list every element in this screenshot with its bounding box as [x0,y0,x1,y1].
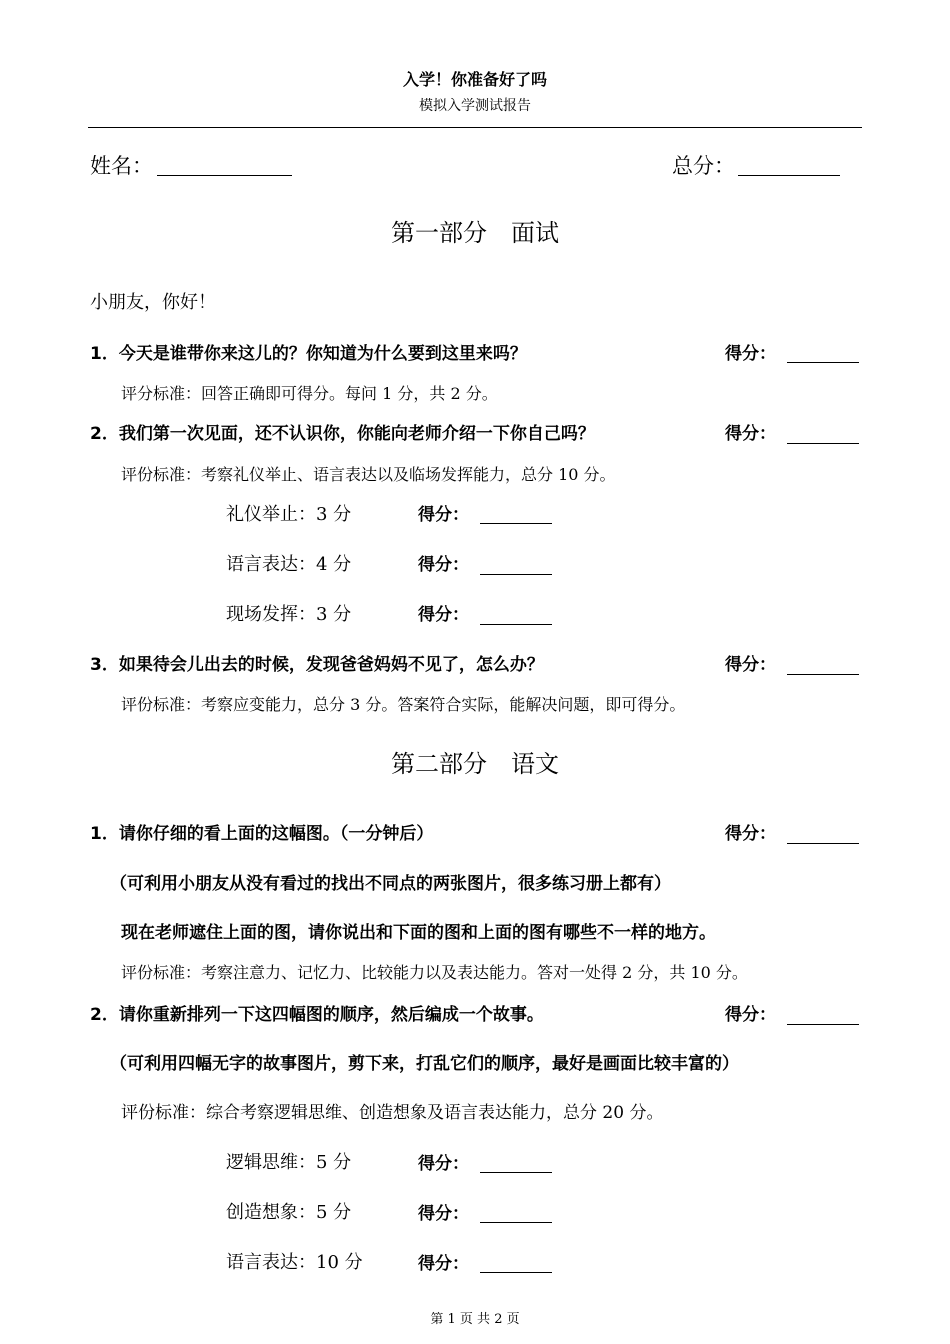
p2-q2-score-label: 得分： [725,1005,776,1025]
part1-heading: 第一部分 面试 [391,219,559,247]
p1-q2-item-score-field[interactable] [480,523,552,524]
p1-q1-score-label: 得分： [725,344,776,364]
p2-q2-item-score-field[interactable] [480,1222,552,1223]
p2-q2-item-label: 逻辑思维：5 分 [226,1152,352,1173]
p1-q2-item-label: 语言表达：4 分 [226,554,352,575]
p2-q1-instruction: 现在老师遮住上面的图，请你说出和下面的图和上面的图有哪些不一样的地方。 [121,923,716,943]
p1-q2-item-score-label: 得分： [418,505,469,525]
doc-title: 入学！你准备好了吗 [402,70,547,89]
p1-q3-score-field[interactable] [787,674,859,675]
p1-q3-criteria: 评份标准：考察应变能力，总分 3 分。答案符合实际，能解决问题，即可得分。 [121,695,686,714]
p2-q2-item-score-field[interactable] [480,1272,552,1273]
p2-q2-item-score-label: 得分： [418,1154,469,1174]
p1-q2-item-score-field[interactable] [480,574,552,575]
greeting: 小朋友，你好！ [90,292,216,313]
p1-q2-item-score-field[interactable] [480,624,552,625]
header-divider [88,127,862,128]
p1-q2-item-score-label: 得分： [418,605,469,625]
p2-q2-criteria: 评份标准：综合考察逻辑思维、创造想象及语言表达能力，总分 20 分。 [121,1103,664,1123]
part2-heading: 第二部分 语文 [391,750,559,778]
p1-q2-criteria: 评份标准：考察礼仪举止、语言表达以及临场发挥能力，总分 10 分。 [121,465,616,484]
name-label: 姓名： [90,154,153,178]
p2-q1-score-field[interactable] [787,843,859,844]
doc-subtitle: 模拟入学测试报告 [419,98,531,114]
name-field[interactable] [157,175,292,176]
p2-q1-score-label: 得分： [725,824,776,844]
p2-q1-note: （可利用小朋友从没有看过的找出不同点的两张图片，很多练习册上都有） [110,874,671,894]
total-score-label: 总分： [672,154,735,178]
page-number: 第 1 页 共 2 页 [430,1312,520,1327]
p2-q2-item-label: 创造想象：5 分 [226,1202,352,1223]
p1-q2-text: 2．我们第一次见面，还不认识你，你能向老师介绍一下你自己吗？ [90,424,595,444]
p2-q1-criteria: 评份标准：考察注意力、记忆力、比较能力以及表达能力。答对一处得 2 分，共 10 分。 [121,963,748,982]
p1-q1-score-field[interactable] [787,362,859,363]
p2-q2-note: （可利用四幅无字的故事图片，剪下来，打乱它们的顺序，最好是画面比较丰富的） [110,1054,739,1074]
p2-q1-text: 1．请你仔细的看上面的这幅图。（一分钟后） [90,824,434,844]
p2-q2-item-score-field[interactable] [480,1172,552,1173]
p1-q3-score-label: 得分： [725,655,776,675]
p2-q2-item-score-label: 得分： [418,1254,469,1274]
p1-q2-score-label: 得分： [725,424,776,444]
p1-q2-score-field[interactable] [787,443,859,444]
p2-q2-item-label: 语言表达：10 分 [226,1252,363,1273]
total-score-field[interactable] [738,175,840,176]
p2-q2-text: 2．请你重新排列一下这四幅图的顺序，然后编成一个故事。 [90,1005,544,1025]
p2-q2-item-score-label: 得分： [418,1204,469,1224]
p2-q2-score-field[interactable] [787,1024,859,1025]
p1-q2-item-label: 现场发挥：3 分 [226,604,352,625]
p1-q2-item-score-label: 得分： [418,555,469,575]
p1-q2-item-label: 礼仪举止：3 分 [226,504,352,525]
p1-q3-text: 3．如果待会儿出去的时候，发现爸爸妈妈不见了，怎么办？ [90,655,544,675]
p1-q1-text: 1．今天是谁带你来这儿的？你知道为什么要到这里来吗？ [90,344,527,364]
p1-q1-criteria: 评分标准：回答正确即可得分。每问 1 分，共 2 分。 [121,384,498,403]
